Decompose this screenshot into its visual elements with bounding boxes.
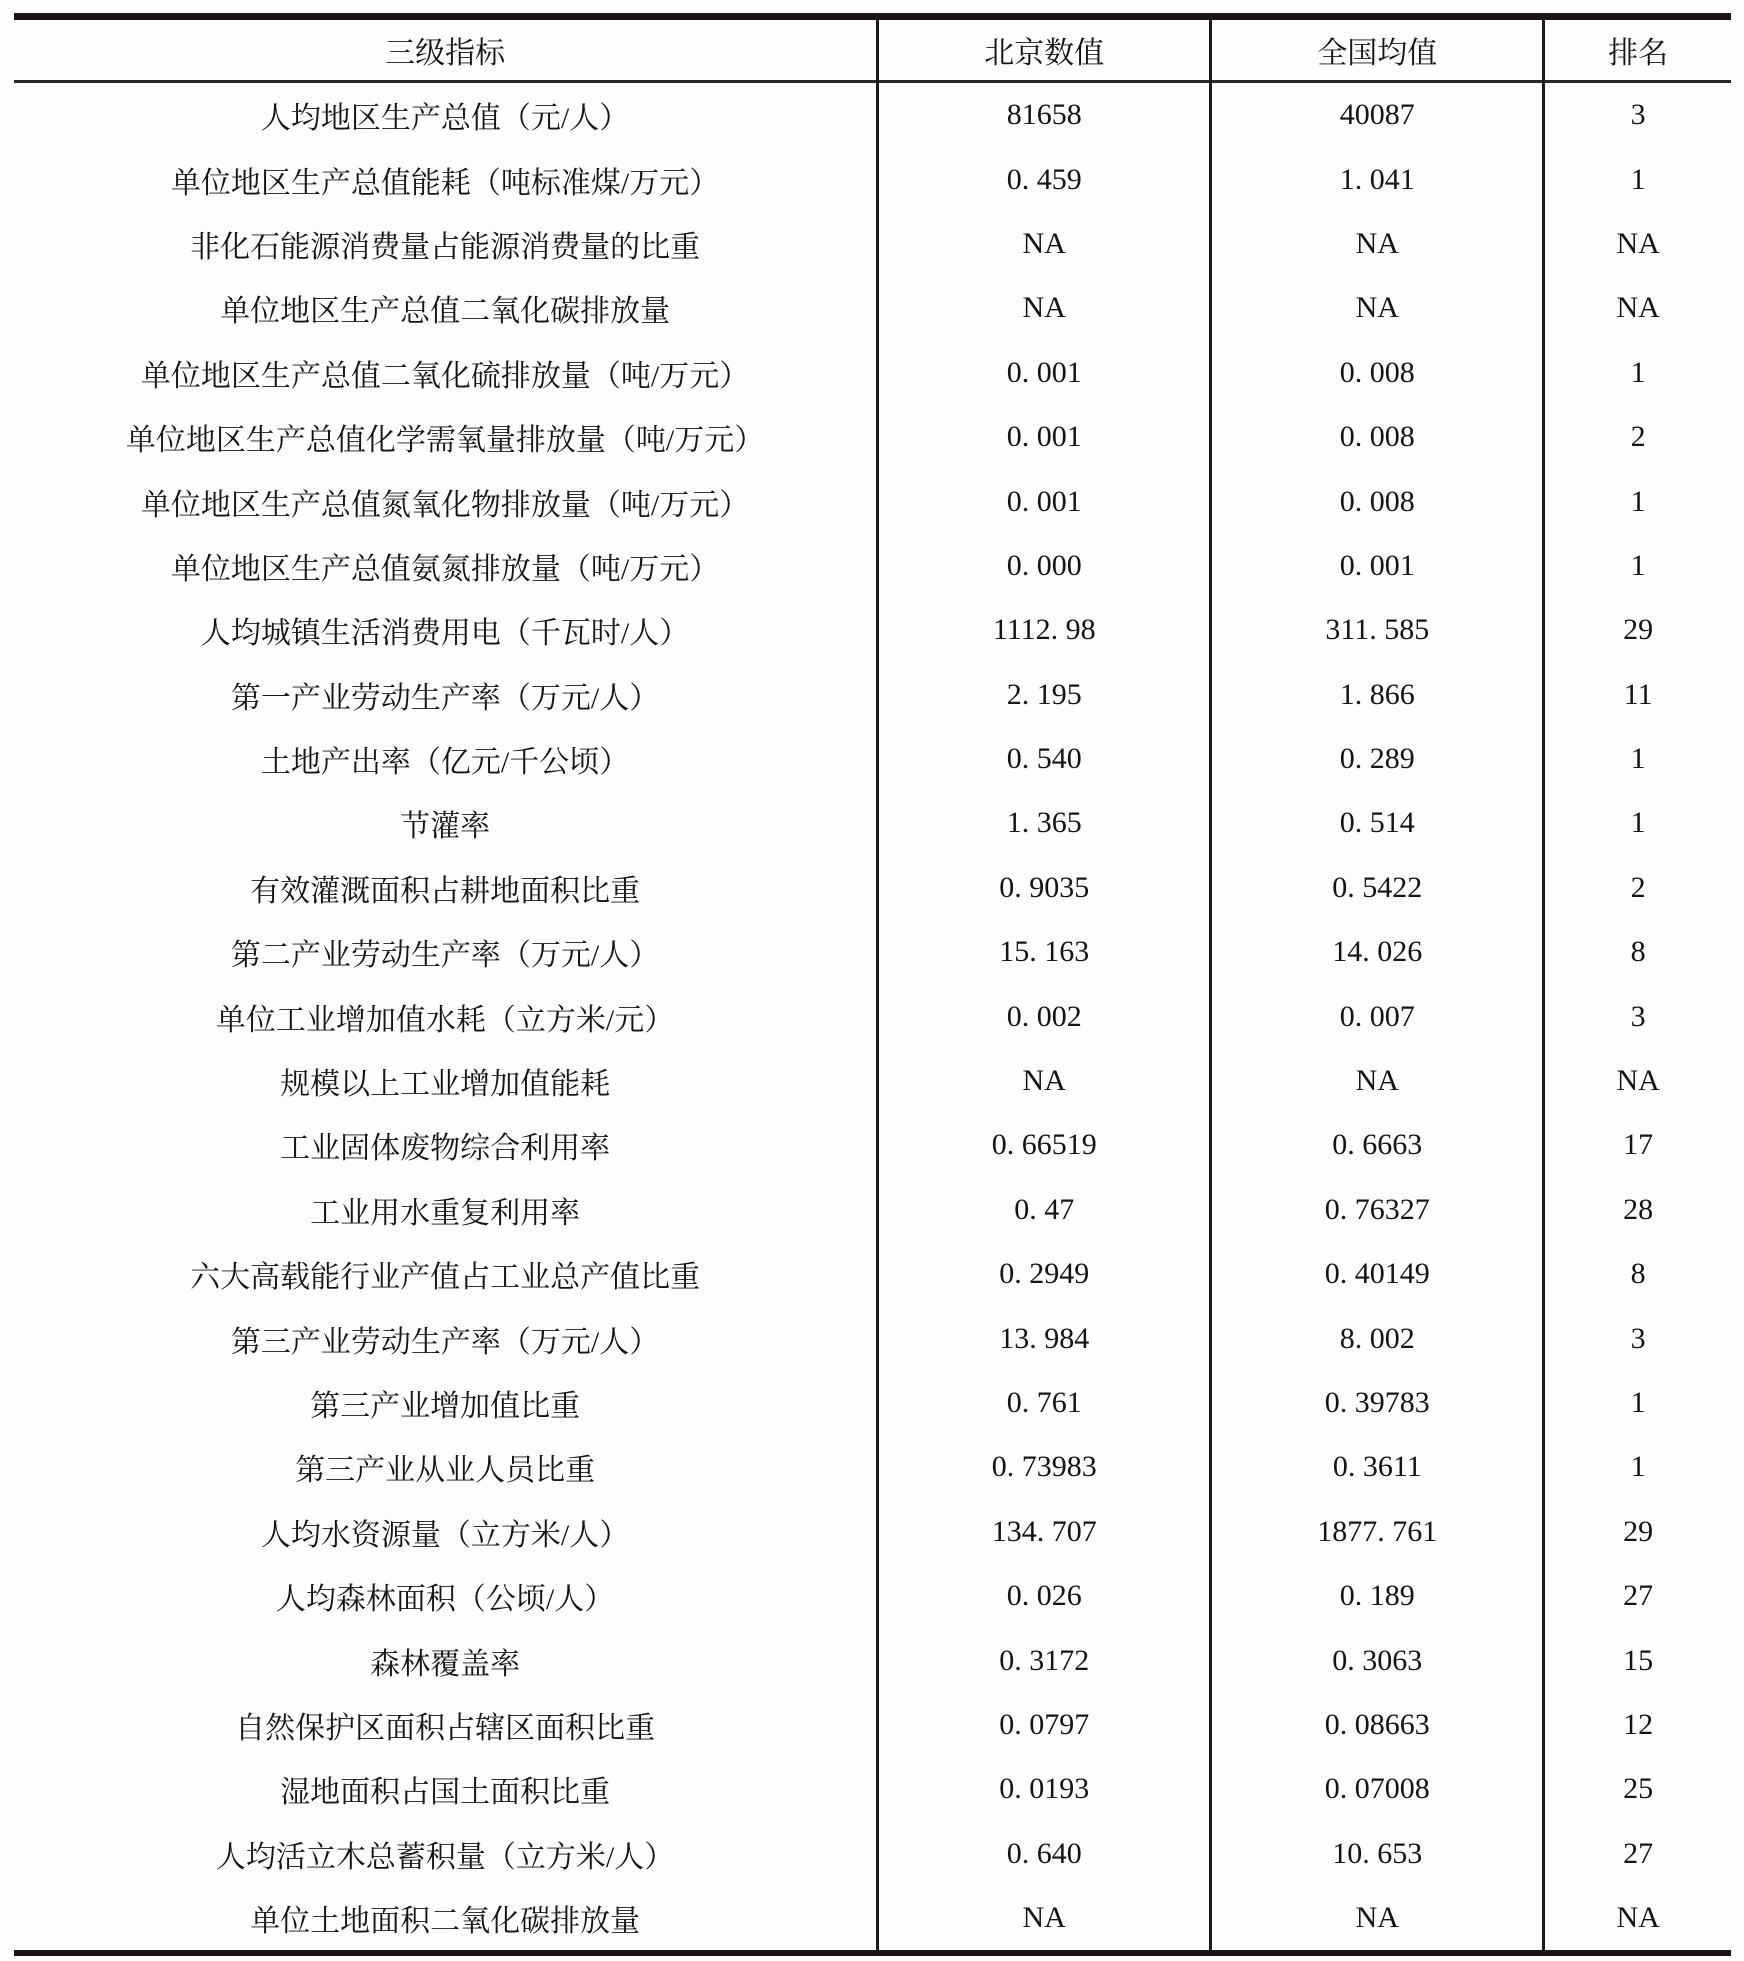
table-row xyxy=(14,1822,1731,1886)
indicator-cell: 人均活立木总蓄积量（立方米/人） xyxy=(215,1840,675,1874)
rank-cell: 3 xyxy=(1544,1306,1731,1370)
table-row xyxy=(14,598,1731,662)
beijing-value-cell: NA xyxy=(878,276,1211,340)
rank-cell: 1 xyxy=(1544,1435,1731,1499)
national-average-cell: 40087 xyxy=(1211,82,1544,148)
table-row xyxy=(14,1113,1731,1177)
beijing-value-cell: 81658 xyxy=(878,82,1211,148)
national-average-cell: 0. 008 xyxy=(1211,469,1544,533)
indicator-cell: 单位工业增加值水耗（立方米/元） xyxy=(215,1003,675,1037)
national-average-cell: 0. 08663 xyxy=(1211,1693,1544,1757)
rank-cell: NA xyxy=(1544,1886,1731,1953)
table-row xyxy=(14,82,1731,148)
table-row xyxy=(14,1306,1731,1370)
beijing-value-cell: NA xyxy=(878,1886,1211,1953)
indicator-cell: 人均城镇生活消费用电（千瓦时/人） xyxy=(200,617,690,651)
table-row xyxy=(14,212,1731,276)
national-average-cell: 8. 002 xyxy=(1211,1306,1544,1370)
rank-cell: 1 xyxy=(1544,469,1731,533)
rank-cell: NA xyxy=(1544,212,1731,276)
indicator-cell: 第二产业劳动生产率（万元/人） xyxy=(230,939,660,973)
rank-cell: 17 xyxy=(1544,1113,1731,1177)
indicator-cell: 单位土地面积二氧化碳排放量 xyxy=(250,1905,641,1939)
rank-cell: 1 xyxy=(1544,791,1731,855)
beijing-value-cell: 0. 459 xyxy=(878,147,1211,211)
beijing-value-cell: 0. 026 xyxy=(878,1564,1211,1628)
table-row xyxy=(14,727,1731,791)
column-header-national-average: 全国均值 xyxy=(1211,17,1544,82)
beijing-value-cell: 1112. 98 xyxy=(878,598,1211,662)
national-average-cell: 1877. 761 xyxy=(1211,1500,1544,1564)
indicator-cell: 单位地区生产总值化学需氧量排放量（吨/万元） xyxy=(125,424,765,458)
beijing-value-cell: 0. 9035 xyxy=(878,856,1211,920)
rank-cell: 12 xyxy=(1544,1693,1731,1757)
beijing-value-cell: 0. 2949 xyxy=(878,1242,1211,1306)
beijing-value-cell: 134. 707 xyxy=(878,1500,1211,1564)
beijing-value-cell: 0. 000 xyxy=(878,534,1211,598)
table-row xyxy=(14,1693,1731,1757)
beijing-value-cell: 0. 0797 xyxy=(878,1693,1211,1757)
table-row xyxy=(14,276,1731,340)
rank-cell: 3 xyxy=(1544,984,1731,1048)
table-row xyxy=(14,405,1731,469)
national-average-cell: 1. 866 xyxy=(1211,663,1544,727)
table-row xyxy=(14,920,1731,984)
table-row xyxy=(14,1500,1731,1564)
national-average-cell: 0. 3063 xyxy=(1211,1628,1544,1692)
rank-cell: 15 xyxy=(1544,1628,1731,1692)
rank-cell: 8 xyxy=(1544,1242,1731,1306)
beijing-value-cell: 0. 540 xyxy=(878,727,1211,791)
indicator-cell: 规模以上工业增加值能耗 xyxy=(280,1068,611,1102)
beijing-value-cell: NA xyxy=(878,1049,1211,1113)
indicator-cell: 工业固体废物综合利用率 xyxy=(280,1132,611,1166)
rank-cell: NA xyxy=(1544,276,1731,340)
table-row xyxy=(14,856,1731,920)
rank-cell: 1 xyxy=(1544,1371,1731,1435)
beijing-value-cell: 0. 640 xyxy=(878,1822,1211,1886)
national-average-cell: 0. 07008 xyxy=(1211,1757,1544,1821)
indicator-cell: 六大高载能行业产值占工业总产值比重 xyxy=(190,1261,701,1295)
rank-cell: NA xyxy=(1544,1049,1731,1113)
beijing-value-cell: 0. 001 xyxy=(878,405,1211,469)
beijing-value-cell: 0. 761 xyxy=(878,1371,1211,1435)
beijing-value-cell: 0. 3172 xyxy=(878,1628,1211,1692)
rank-cell: 27 xyxy=(1544,1564,1731,1628)
beijing-value-cell: 13. 984 xyxy=(878,1306,1211,1370)
national-average-cell: 0. 3611 xyxy=(1211,1435,1544,1499)
indicator-cell: 土地产出率（亿元/千公顷） xyxy=(260,746,630,780)
table-row xyxy=(14,663,1731,727)
rank-cell: 8 xyxy=(1544,920,1731,984)
indicator-cell: 第三产业增加值比重 xyxy=(310,1390,581,1423)
rank-cell: 2 xyxy=(1544,856,1731,920)
rank-cell: 1 xyxy=(1544,341,1731,405)
national-average-cell: 0. 007 xyxy=(1211,984,1544,1048)
rank-cell: 25 xyxy=(1544,1757,1731,1821)
indicator-cell: 单位地区生产总值二氧化硫排放量（吨/万元） xyxy=(140,359,750,393)
indicator-cell: 人均水资源量（立方米/人） xyxy=(260,1518,630,1552)
indicator-cell: 人均森林面积（公顷/人） xyxy=(275,1583,615,1617)
indicator-table-wrap xyxy=(14,13,1731,1956)
beijing-value-cell: 0. 001 xyxy=(878,341,1211,405)
national-average-cell: 14. 026 xyxy=(1211,920,1544,984)
indicator-cell: 单位地区生产总值氨氮排放量（吨/万元） xyxy=(170,552,720,586)
national-average-cell: 0. 001 xyxy=(1211,534,1544,598)
indicator-cell: 湿地面积占国土面积比重 xyxy=(280,1776,611,1810)
indicator-cell: 单位地区生产总值二氧化碳排放量 xyxy=(220,295,671,329)
national-average-cell: NA xyxy=(1211,212,1544,276)
beijing-value-cell: 2. 195 xyxy=(878,663,1211,727)
national-average-cell: 0. 6663 xyxy=(1211,1113,1544,1177)
table-row xyxy=(14,341,1731,405)
table-row xyxy=(14,1049,1731,1113)
beijing-value-cell: 1. 365 xyxy=(878,791,1211,855)
national-average-cell: 0. 76327 xyxy=(1211,1178,1544,1242)
table-row xyxy=(14,984,1731,1048)
rank-cell: 1 xyxy=(1544,147,1731,211)
rank-cell: 29 xyxy=(1544,598,1731,662)
beijing-value-cell: 0. 002 xyxy=(878,984,1211,1048)
table-row xyxy=(14,791,1731,855)
rank-cell: 11 xyxy=(1544,663,1731,727)
indicator-cell: 森林覆盖率 xyxy=(370,1647,521,1681)
national-average-cell: 0. 39783 xyxy=(1211,1371,1544,1435)
indicator-table xyxy=(14,13,1731,1956)
indicator-cell: 非化石能源消费量占能源消费量的比重 xyxy=(190,230,701,264)
rank-cell: 1 xyxy=(1544,727,1731,791)
national-average-cell: NA xyxy=(1211,276,1544,340)
header-row xyxy=(14,17,1731,82)
indicator-cell: 第三产业劳动生产率（万元/人） xyxy=(230,1325,660,1359)
table-row xyxy=(14,147,1731,211)
rank-cell: 3 xyxy=(1544,82,1731,148)
national-average-cell: NA xyxy=(1211,1886,1544,1953)
column-header-rank: 排名 xyxy=(1544,17,1731,82)
rank-cell: 28 xyxy=(1544,1178,1731,1242)
beijing-value-cell: 0. 47 xyxy=(878,1178,1211,1242)
indicator-cell: 有效灌溉面积占耕地面积比重 xyxy=(250,874,641,908)
national-average-cell: 0. 008 xyxy=(1211,341,1544,405)
indicator-cell: 第三产业从业人员比重 xyxy=(295,1454,596,1488)
beijing-value-cell: 0. 66519 xyxy=(878,1113,1211,1177)
table-row xyxy=(14,1564,1731,1628)
beijing-value-cell: 0. 001 xyxy=(878,469,1211,533)
national-average-cell: 311. 585 xyxy=(1211,598,1544,662)
table-row xyxy=(14,1757,1731,1821)
table-row xyxy=(14,1886,1731,1953)
indicator-cell: 人均地区生产总值（元/人） xyxy=(260,102,630,136)
indicator-cell: 第一产业劳动生产率（万元/人） xyxy=(230,681,660,715)
indicator-cell: 节灌率 xyxy=(400,810,491,844)
table-row xyxy=(14,1178,1731,1242)
column-header-beijing-value: 北京数值 xyxy=(878,17,1211,82)
indicator-cell: 单位地区生产总值氮氧化物排放量（吨/万元） xyxy=(140,488,750,522)
table-row xyxy=(14,1435,1731,1499)
table-row xyxy=(14,1371,1731,1435)
national-average-cell: 0. 40149 xyxy=(1211,1242,1544,1306)
national-average-cell: 0. 289 xyxy=(1211,727,1544,791)
rank-cell: 1 xyxy=(1544,534,1731,598)
national-average-cell: 0. 5422 xyxy=(1211,856,1544,920)
table-row xyxy=(14,1628,1731,1692)
table-row xyxy=(14,1242,1731,1306)
national-average-cell: 0. 008 xyxy=(1211,405,1544,469)
table-body xyxy=(14,82,1731,1954)
beijing-value-cell: 15. 163 xyxy=(878,920,1211,984)
national-average-cell: 0. 514 xyxy=(1211,791,1544,855)
indicator-cell: 工业用水重复利用率 xyxy=(310,1196,581,1230)
column-header-indicator: 三级指标 xyxy=(385,37,506,70)
rank-cell: 29 xyxy=(1544,1500,1731,1564)
table-row xyxy=(14,469,1731,533)
beijing-value-cell: 0. 73983 xyxy=(878,1435,1211,1499)
indicator-cell: 单位地区生产总值能耗（吨标准煤/万元） xyxy=(170,166,720,200)
rank-cell: 27 xyxy=(1544,1822,1731,1886)
table-row xyxy=(14,534,1731,598)
national-average-cell: 10. 653 xyxy=(1211,1822,1544,1886)
beijing-value-cell: NA xyxy=(878,212,1211,276)
beijing-value-cell: 0. 0193 xyxy=(878,1757,1211,1821)
rank-cell: 2 xyxy=(1544,405,1731,469)
indicator-cell: 自然保护区面积占辖区面积比重 xyxy=(235,1711,656,1745)
national-average-cell: 0. 189 xyxy=(1211,1564,1544,1628)
national-average-cell: NA xyxy=(1211,1049,1544,1113)
national-average-cell: 1. 041 xyxy=(1211,147,1544,211)
